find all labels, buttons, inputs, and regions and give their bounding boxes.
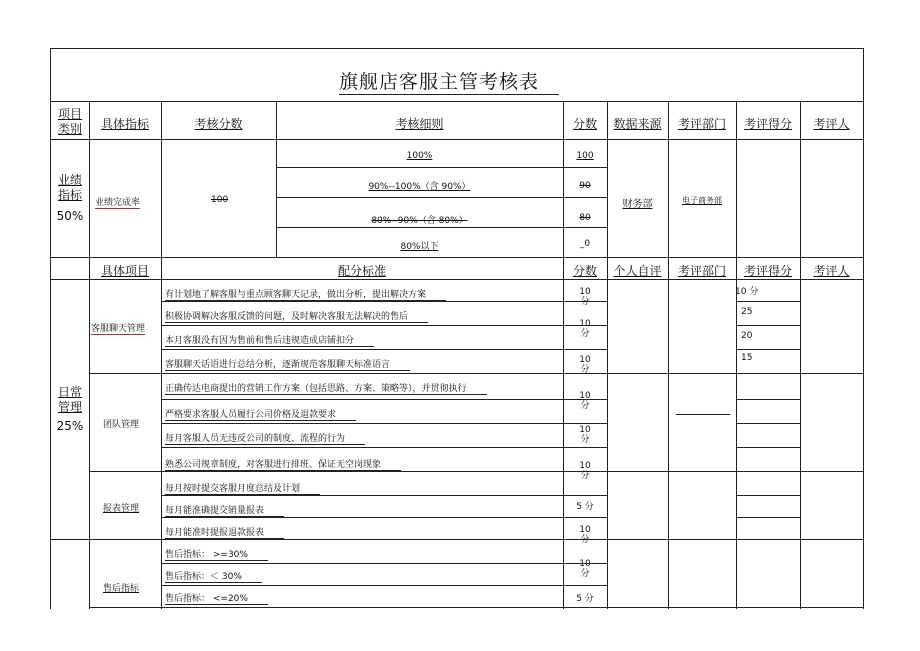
result-value: 15 — [741, 353, 753, 363]
criterion: 有计划地了解客服与重点顾客聊天记录，做出分析，提出解决方案 — [165, 287, 446, 301]
aftersales-criterion: 售后指标： <=20% — [165, 591, 268, 605]
points-90: 90 — [579, 181, 591, 191]
performance-indicator: 业绩完成率 — [95, 198, 141, 208]
col-source-header: 数据来源 — [613, 117, 662, 131]
criterion: 每月能准确提交销量报表 — [165, 503, 284, 517]
points-value: 10 分 — [579, 425, 591, 445]
performance-category: 业绩 指标 — [57, 173, 82, 202]
points-value: 5 分 — [576, 502, 594, 512]
col-self-header: 个人自评 — [613, 264, 662, 278]
criterion: 每月能准时提报退款报表 — [165, 525, 284, 539]
criterion: 本月客服没有因为售前和售后违规造成店铺扣分 — [165, 333, 374, 347]
criterion: 严格要求客服人员履行公司价格及退款要求 — [165, 407, 356, 421]
group-report-name: 报表管理 — [103, 504, 140, 514]
result-value: 20 — [741, 331, 753, 341]
assessment-table: 旗舰店客服主管考核表 项目 类别 具体指标 考核分数 考核细则 分数 数据来源 考评部门 考评得分 考评人 业绩 指标 50% 业绩完成率 100 100% 90%--100%（含 90%） 80%--90%（含 80%） 80%以下 100 90 80 _0 财务部 电子商务部 具体项目 配分标准 分数 个人自评 考评部门 考评得分 考评人 日常 管理 25% 客服聊天管理 团队管理 报表管理 有计划地了解客服与重点顾客聊天记录，做出分析，提出解决方案 积极协调解决客服反馈的问题，及时解决客服无法解决的售后 本月客服没有因为售前和售后违规造成店铺扣分 客服聊天话语进行总结分析，逐渐规范客服聊天标准语言 正确传达电商提出的营销工作方案（包括思路、方案、策略等），并贯彻执行 严格要求客服人员履行公司价格及退款要求 每月客服人员无违反公司的制度、流程的行为 熟悉公司规章制度，对客服进行排班、保证无空岗现象 每月按时提交客服月度总结及计划 每月能准确提交销量报表 每月能准时提报退款报表 10 分 10 分 10 分 10 分 10 分 10 分 5 分 10 分 10 分 25 20 15 售后指标 售后指标： >=30% 售后指标：＜ 30% 售后指标： <=20% 10 分 5 分 — [50, 48, 864, 609]
performance-dept: 电子商务部 — [682, 196, 722, 205]
points-0: 0 — [584, 239, 591, 249]
criterion: 客服聊天话语进行总结分析，逐渐规范客服聊天标准语言 — [165, 357, 410, 371]
points-value: 5 分 — [576, 594, 594, 604]
title-bar — [51, 49, 863, 102]
col-evaluator-header: 考评人 — [813, 117, 850, 131]
points-value: 10 分 — [579, 559, 591, 579]
points-value: 10 分 — [579, 391, 591, 411]
daily-weight: 25% — [56, 419, 84, 433]
col-evaluator2-header: 考评人 — [813, 264, 850, 278]
criterion: 正确传达电商提出的营销工作方案（包括思路、方案、策略等），并贯彻执行 — [165, 381, 487, 395]
points-value: 10 分 — [579, 525, 591, 545]
aftersales-name: 售后指标 — [103, 584, 140, 594]
daily-category: 日常 管理 — [57, 385, 82, 414]
detail-below-80: 80%以下 — [400, 242, 439, 252]
criterion: 积极协调解决客服反馈的问题，及时解决客服无法解决的售后 — [165, 309, 428, 323]
aftersales-criterion: 售后指标：＜ 30% — [165, 569, 262, 583]
result-value: 25 — [741, 307, 753, 317]
detail-100: 100% — [406, 151, 433, 161]
col-result2-header: 考评得分 — [743, 264, 792, 278]
result-value: 10 分 — [735, 287, 759, 297]
detail-80: 80%--90%（含 80%） — [371, 216, 468, 226]
page-title: 旗舰店客服主管考核表 — [339, 67, 559, 95]
col-score-header: 考核分数 — [194, 117, 243, 131]
points-value: 10 分 — [579, 461, 591, 481]
criterion: 熟悉公司规章制度，对客服进行排班、保证无空岗现象 — [165, 457, 401, 471]
col-detail-header: 考核细则 — [395, 117, 444, 131]
col-points2-header: 分数 — [572, 264, 597, 278]
col-dept-header: 考评部门 — [677, 117, 726, 131]
performance-score: 100 — [211, 195, 229, 205]
points-value: 10 分 — [579, 319, 591, 339]
col-points-header: 分数 — [572, 117, 597, 131]
points-value: 10 分 — [579, 287, 591, 307]
group-chat-name: 客服聊天管理 — [91, 324, 146, 334]
aftersales-criterion: 售后指标： >=30% — [165, 547, 268, 561]
performance-source: 财务部 — [622, 199, 653, 210]
col-item-header: 具体项目 — [100, 264, 149, 278]
points-100: 100 — [576, 151, 594, 161]
col-result-header: 考评得分 — [743, 117, 792, 131]
col-dept2-header: 考评部门 — [677, 264, 726, 278]
points-value: 10 分 — [579, 355, 591, 375]
col-standard-header: 配分标准 — [337, 264, 386, 278]
criterion: 每月按时提交客服月度总结及计划 — [165, 481, 320, 495]
performance-weight: 50% — [56, 209, 84, 223]
detail-90: 90%--100%（含 90%） — [368, 182, 471, 192]
criterion: 每月客服人员无违反公司的制度、流程的行为 — [165, 431, 365, 445]
group-team-name: 团队管理 — [103, 420, 140, 430]
points-80: 80 — [579, 213, 591, 223]
col-indicator-header: 具体指标 — [100, 117, 149, 131]
col-category-header: 项目 类别 — [57, 107, 82, 136]
